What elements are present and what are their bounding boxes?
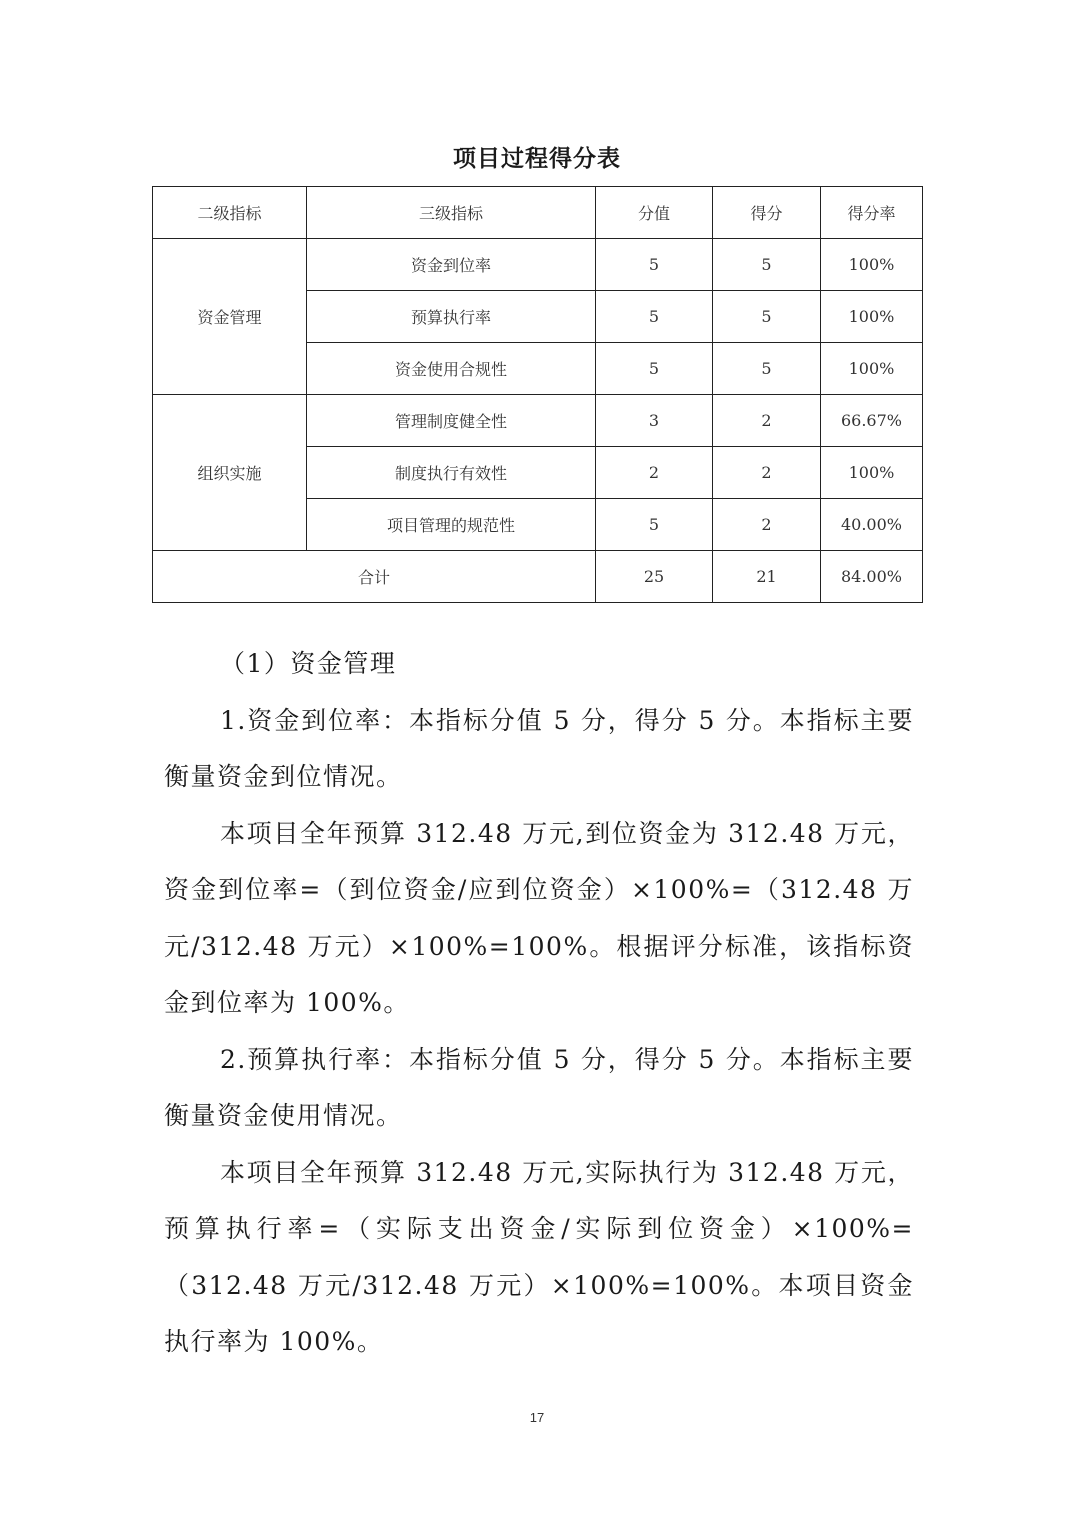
page-number: 17 [529,1410,545,1425]
score-cell: 5 [713,343,821,395]
table-row [153,239,923,291]
indicator-cell: 预算执行率 [307,291,596,343]
total-label-cell: 合计 [153,551,596,603]
header-cell: 得分率 [821,187,923,239]
category-cell: 组织实施 [153,395,307,551]
score-cell: 5 [713,291,821,343]
table-header-row [153,187,923,239]
rate-cell: 100% [821,447,923,499]
rate-cell: 100% [821,343,923,395]
paragraph: 1.资金到位率：本指标分值 5 分，得分 5 分。本指标主要衡量资金到位情况。 [164,705,914,791]
value-cell: 2 [596,447,713,499]
paragraph: 2.预算执行率：本指标分值 5 分，得分 5 分。本指标主要衡量资金使用情况。 [164,1044,914,1130]
header-cell: 得分 [713,187,821,239]
body-text [164,636,914,1371]
score-cell: 2 [713,395,821,447]
total-rate-cell: 84.00% [821,551,923,603]
paragraph: 本项目全年预算 312.48 万元,实际执行为 312.48 万元，预算执行率=（实际支出资金/实际到位资金）×100%=（312.48 万元/312.48 万元）×100%=100%。本项目资金执行率为 100%。 [164,1157,914,1356]
paragraph: 本项目全年预算 312.48 万元,到位资金为 312.48 万元，资金到位率=（到位资金/应到位资金）×100%=（312.48 万元/312.48 万元）×100%=100%。根据评分标准，该指标资金到位率为 100%。 [164,818,914,1017]
value-cell: 5 [596,343,713,395]
value-cell: 5 [596,239,713,291]
score-cell: 2 [713,499,821,551]
score-cell: 2 [713,447,821,499]
section-heading: （1）资金管理 [220,649,397,678]
indicator-cell: 制度执行有效性 [307,447,596,499]
score-table [152,186,923,603]
rate-cell: 100% [821,291,923,343]
header-cell: 三级指标 [307,187,596,239]
indicator-cell: 资金使用合规性 [307,343,596,395]
total-value-cell: 25 [596,551,713,603]
indicator-cell: 管理制度健全性 [307,395,596,447]
total-row [153,551,923,603]
table-row [153,395,923,447]
value-cell: 3 [596,395,713,447]
indicator-cell: 资金到位率 [307,239,596,291]
rate-cell: 40.00% [821,499,923,551]
rate-cell: 100% [821,239,923,291]
header-cell: 二级指标 [153,187,307,239]
rate-cell: 66.67% [821,395,923,447]
indicator-cell: 项目管理的规范性 [307,499,596,551]
value-cell: 5 [596,499,713,551]
header-cell: 分值 [596,187,713,239]
category-cell: 资金管理 [153,239,307,395]
value-cell: 5 [596,291,713,343]
total-score-cell: 21 [713,551,821,603]
table-title: 项目过程得分表 [453,145,621,172]
score-cell: 5 [713,239,821,291]
